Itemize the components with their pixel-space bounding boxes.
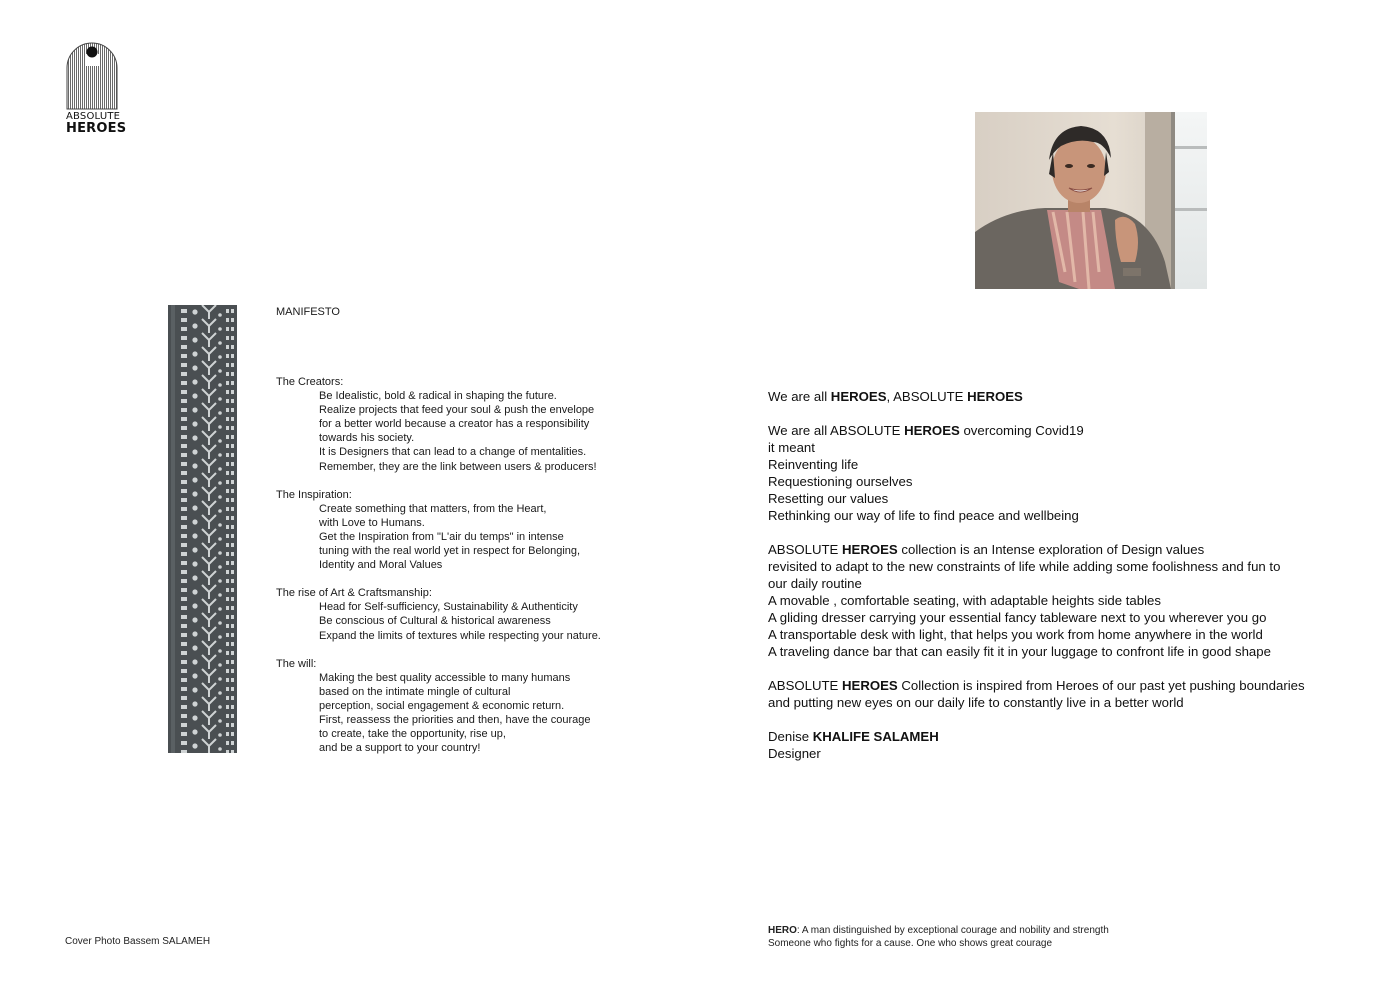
manifesto-line: Get the Inspiration from "L'air du temps" in intense: [319, 530, 564, 543]
definition-term: HERO: [768, 925, 797, 936]
manifesto-line: Realize projects that feed your soul & push the envelope: [319, 404, 595, 417]
statement-line: revisited to adapt to the new constraints of life while adding some foolishness and fun to: [768, 559, 1281, 574]
statement-line: We are all HEROES, ABSOLUTE HEROES: [768, 389, 1023, 404]
manifesto-section: [276, 586, 696, 642]
manifesto-section-heading: The Creators:: [276, 376, 344, 388]
statement-line: and putting new eyes on our daily life to constantly live in a better world: [768, 695, 1184, 710]
manifesto-line: Expand the limits of textures while respecting your nature.: [319, 629, 601, 642]
cover-photo-credit: Cover Photo Bassem SALAMEH: [65, 936, 211, 947]
textile-pattern-icon: [168, 305, 237, 753]
brand-logo: [66, 42, 127, 136]
designer-signature: Denise KHALIFE SALAMEH: [768, 729, 939, 744]
statement-line: Requestioning ourselves: [768, 474, 913, 489]
manifesto-line: Be conscious of Cultural & historical awareness: [319, 615, 551, 628]
designer-portrait-photo: [975, 112, 1207, 289]
manifesto-line: based on the intimate mingle of cultural: [319, 685, 511, 698]
manifesto-section-heading: The will:: [276, 657, 317, 670]
statement-line: Resetting our values: [768, 491, 889, 506]
manifesto-line: towards his society.: [319, 432, 415, 445]
manifesto-line: with Love to Humans.: [319, 516, 425, 529]
collection-statement: [768, 388, 1368, 762]
manifesto-section: [276, 657, 696, 756]
manifesto-line: and be a support to your country!: [319, 742, 481, 755]
manifesto-line: First, reassess the priorities and then, have the courage: [319, 713, 591, 726]
manifesto-section: [276, 488, 696, 573]
statement-line: A transportable desk with light, that helps you work from home anywhere in the world: [768, 627, 1263, 642]
statement-line: Rethinking our way of life to find peace and wellbeing: [768, 508, 1079, 523]
manifesto-line: Making the best quality accessible to many humans: [319, 671, 571, 684]
manifesto-title: MANIFESTO: [276, 306, 340, 318]
logo-word-absolute: ABSOLUTE: [66, 111, 121, 122]
statement-line: A gliding dresser carrying your essential fancy tableware next to you wherever you go: [768, 610, 1267, 625]
manifesto-line: for a better world because a creator has a responsibility: [319, 418, 590, 431]
statement-line: A traveling dance bar that can easily fit it in your luggage to confront life in good shape: [768, 644, 1271, 659]
definition-line: Someone who fights for a cause. One who shows great courage: [768, 938, 1053, 949]
statement-line: We are all ABSOLUTE HEROES overcoming Covid19: [768, 423, 1084, 438]
manifesto-block: [276, 305, 696, 755]
manifesto-line: to create, take the opportunity, rise up,: [319, 728, 506, 741]
decorative-pattern-strip: [168, 305, 237, 753]
manifesto-line: Remember, they are the link between users & producers!: [319, 460, 597, 473]
manifesto-line: Be Idealistic, bold & radical in shaping the future.: [319, 390, 557, 403]
manifesto-line: Create something that matters, from the Heart,: [319, 502, 547, 515]
statement-line: it meant: [768, 440, 815, 455]
statement-line: Reinventing life: [768, 457, 859, 472]
statement-line: A movable , comfortable seating, with adaptable heights side tables: [768, 593, 1161, 608]
manifesto-line: Head for Self-sufficiency, Sustainability & Authenticity: [319, 601, 578, 614]
manifesto-line: perception, social engagement & economic return.: [319, 699, 565, 712]
hero-definition: HERO: A man distinguished by exceptional courage and nobility and strength Someone who fights for a cause. One who shows great courage: [768, 925, 1109, 949]
arch-logo-icon: [66, 42, 118, 110]
manifesto-section-heading: The rise of Art & Craftsmanship:: [276, 587, 432, 600]
manifesto-section-heading: The Inspiration:: [276, 488, 352, 501]
manifesto-line: It is Designers that can lead to a change of mentalities.: [319, 446, 587, 459]
manifesto-section: [276, 375, 696, 474]
logo-word-heroes: HEROES: [66, 121, 127, 136]
designer-role: Designer: [768, 746, 821, 761]
statement-line: ABSOLUTE HEROES Collection is inspired from Heroes of our past yet pushing boundaries: [768, 678, 1305, 693]
manifesto-line: Identity and Moral Values: [319, 559, 443, 572]
statement-line: ABSOLUTE HEROES collection is an Intense exploration of Design values: [768, 542, 1205, 557]
manifesto-line: tuning with the real world yet in respect for Belonging,: [319, 545, 581, 558]
statement-line: our daily routine: [768, 576, 862, 591]
